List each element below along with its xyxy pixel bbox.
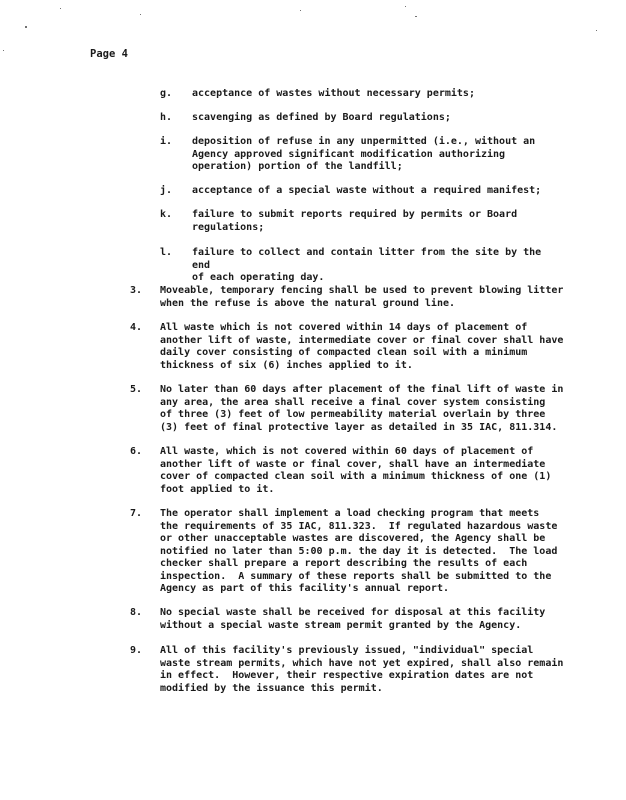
item-label: l. xyxy=(160,247,173,258)
scan-speck xyxy=(140,14,141,15)
item-label: 5. xyxy=(130,384,143,395)
scan-speck xyxy=(415,16,417,17)
item-label: 6. xyxy=(130,446,143,457)
scan-speck xyxy=(300,10,301,11)
item-label: k. xyxy=(160,209,173,220)
scan-speck xyxy=(596,30,597,31)
scan-speck xyxy=(60,8,61,9)
item-text: No special waste shall be received for disposal at this facility without a special waste stream permit granted by the Agency. xyxy=(160,607,546,631)
scan-speck xyxy=(405,6,406,7)
item-text: deposition of refuse in any unpermitted (i.e., without an Agency approved significant modification authorizing operation) portion of the landfill; xyxy=(192,136,536,172)
item-text: All waste which is not covered within 14 days of placement of another lift of waste, intermediate cover or final cover shall have daily cover consisting of compacted clean soil with a minimum thickness of six (6) inches applied to it. xyxy=(160,322,564,371)
item-text: failure to submit reports required by permits or Board regulations; xyxy=(192,209,518,233)
item-text: acceptance of wastes without necessary permits; xyxy=(192,88,475,99)
item-text: All of this facility's previously issued, "individual" special waste stream permits, which have not yet expired, shall also remain in effect. However, their respective expiration dates are not modified by the issuance this permit. xyxy=(160,645,564,694)
item-text: The operator shall implement a load checking program that meets the requirements of 35 IAC, 811.323. If regulated hazardous waste or other unacceptable wastes are discovered, the Agency shall be notified no later than 5:00 p.m. the day it is detected. The load checker shall prepare a report describing the results of each inspection. A summary of these reports shall be submitted to the Agency as part of this facility's annual report. xyxy=(160,508,558,594)
item-label: g. xyxy=(160,88,173,99)
item-label: 9. xyxy=(130,645,143,656)
item-text: Moveable, temporary fencing shall be used to prevent blowing litter when the refuse is above the natural ground line. xyxy=(160,285,564,309)
scan-speck xyxy=(25,26,27,28)
item-label: j. xyxy=(160,185,173,196)
item-text: No later than 60 days after placement of the final lift of waste in any area, the area shall receive a final cover system consisting of three (3) feet of low permeability material overlain by three (3) feet of final protective layer as detailed in 35 IAC, 811.314. xyxy=(160,384,564,433)
item-label: 7. xyxy=(130,508,143,519)
item-text: All waste, which is not covered within 60 days of placement of another lift of waste or final cover, shall have an intermediate cover of compacted clean soil with a minimum thickness of one (1) foot applied to it. xyxy=(160,446,552,495)
item-label: 3. xyxy=(130,285,143,296)
item-label: h. xyxy=(160,112,173,123)
item-label: 4. xyxy=(130,322,143,333)
page-number: Page 4 xyxy=(90,48,128,60)
scan-speck xyxy=(3,50,4,51)
item-text: acceptance of a special waste without a required manifest; xyxy=(192,185,542,196)
item-label: 8. xyxy=(130,607,143,618)
item-text: scavenging as defined by Board regulations; xyxy=(192,112,451,123)
item-text: failure to collect and contain litter from the site by the end of each operating day. xyxy=(192,247,542,283)
item-label: i. xyxy=(160,136,173,147)
